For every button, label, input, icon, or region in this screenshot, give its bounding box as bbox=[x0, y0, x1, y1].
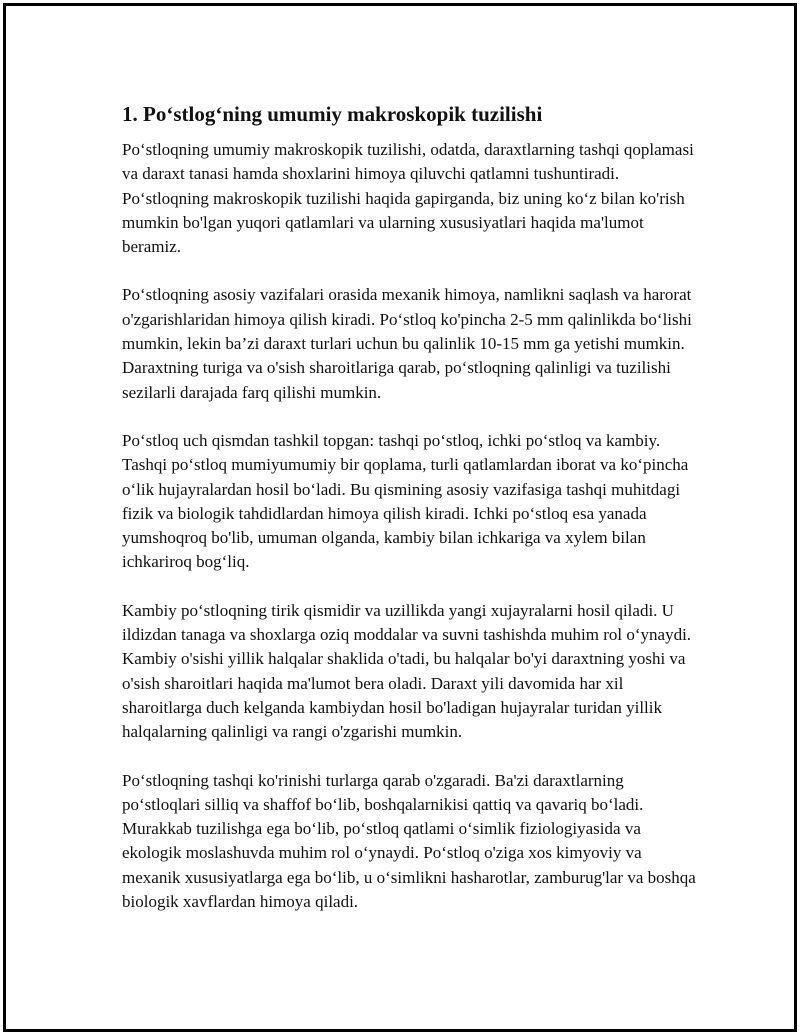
page-frame bbox=[3, 3, 797, 1032]
section-heading: 1. Po‘stlog‘ning umumiy makroskopik tuzilishi bbox=[122, 102, 543, 126]
document-content bbox=[122, 100, 702, 938]
paragraph-5: Po‘stloqning tashqi ko'rinishi turlarga qarab o'zgaradi. Ba'zi daraxtlarning po‘stloqlari silliq va shaffof bo‘lib, boshqalarnikisi qattiq va qavariq bo‘ladi. Murakkab tuzilishga ega bo‘lib, po‘stloq qatlami o‘simlik fiziologiyasida va ekologik moslashuvda muhim rol o‘ynaydi. Po‘stloq o'ziga xos kimyoviy va mexanik xususiyatlarga ega bo‘lib, u o‘simlikni hasharotlar, zamburug'lar va boshqa biologik xavflardan himoya qiladi. bbox=[122, 770, 696, 912]
paragraph-3: Po‘stloq uch qismdan tashkil topgan: tashqi po‘stloq, ichki po‘stloq va kambiy. Tashqi po‘stloq mumiyumumiy bir qoplama, turli qatlamlardan iborat va ko‘pincha o‘lik hujayralardan hosil bo‘ladi. Bu qismining asosiy vazifasiga tashqi muhitdagi fizik va biologik tahdidlardan himoya qilish kiradi. Ichki po‘stloq esa yanada yumshoqroq bo'lib, umuman olganda, kambiy bilan ichkariga va xylem bilan ichkariroq bog‘liq. bbox=[122, 430, 689, 572]
paragraph-1: Po‘stloqning umumiy makroskopik tuzilishi, odatda, daraxtlarning tashqi qoplamasi va daraxt tanasi hamda shoxlarini himoya qiluvchi qatlamni tushuntiradi. Po‘stloqning makroskopik tuzilishi haqida gapirganda, biz uning ko‘z bilan ko'rish mumkin bo'lgan yuqori qatlamlari va ularning xususiyatlari haqida ma'lumot beramiz. bbox=[122, 140, 694, 257]
paragraph-2: Po‘stloqning asosiy vazifalari orasida mexanik himoya, namlikni saqlash va harorat o'zgarishlaridan himoya qilish kiradi. Po‘stloq ko'pincha 2-5 mm qalinlikda bo‘lishi mumkin, lekin ba’zi daraxt turlari uchun bu qalinlik 10-15 mm ga yetishi mumkin. Daraxtning turiga va o'sish sharoitlariga qarab, po‘stloqning qalinligi va tuzilishi sezilarli darajada farq qilishi mumkin. bbox=[122, 285, 692, 402]
paragraph-4: Kambiy po‘stloqning tirik qismidir va uzillikda yangi xujayralarni hosil qiladi. U ildizdan tanaga va shoxlarga oziq moddalar va suvni tashishda muhim rol o‘ynaydi. Kambiy o'sishi yillik halqalar shaklida o'tadi, bu halqalar bo'yi daraxtning yoshi va o'sish sharoitlari haqida ma'lumot bera oladi. Daraxt yili davomida har xil sharoitlarga duch kelganda kambiydan hosil bo'ladigan hujayralar turidan yillik halqalarning qalinligi va rangi o'zgarishi mumkin. bbox=[122, 600, 692, 742]
